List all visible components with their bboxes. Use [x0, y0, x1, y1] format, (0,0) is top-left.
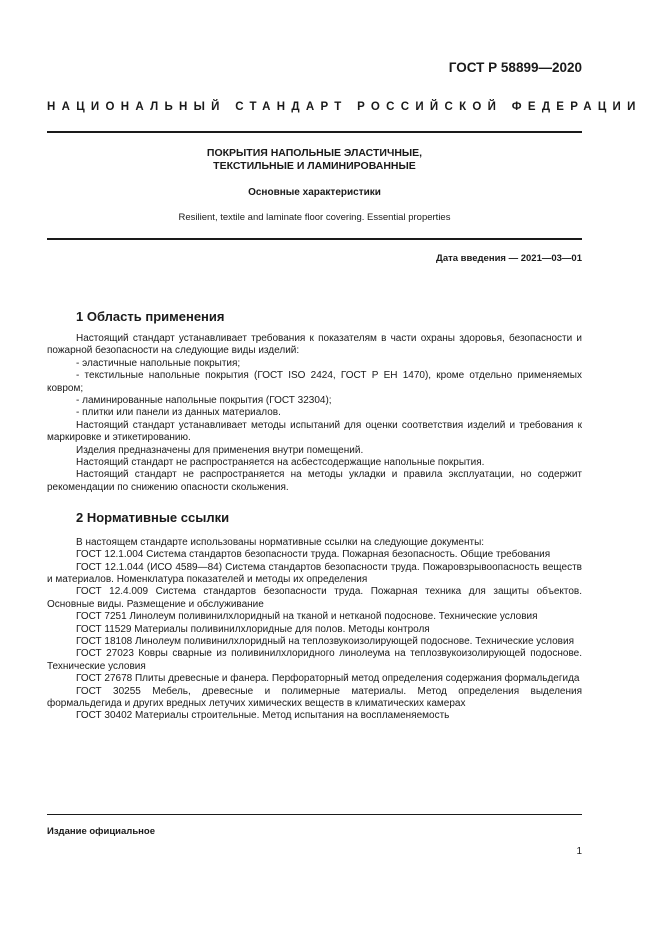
national-standard-heading: НАЦИОНАЛЬНЫЙ СТАНДАРТ РОССИЙСКОЙ ФЕДЕРАЦИИ [47, 101, 642, 113]
reference-item: ГОСТ 12.1.004 Система стандартов безопасности труда. Пожарная безопасность. Общие требования [76, 549, 551, 561]
introduction-date: Дата введения — 2021—03—01 [436, 253, 582, 264]
reference-item: ГОСТ 30255 Мебель, древесные и полимерные материалы. Метод определения выделения формальдегида и других вредных летучих химических веществ в климатических камерах [47, 685, 582, 709]
header-rule [47, 131, 582, 133]
reference-item: ГОСТ 11529 Материалы поливинилхлоридные для полов. Методы контроля [76, 623, 430, 635]
title-rule [47, 238, 582, 240]
list-item: - текстильные напольные покрытия (ГОСТ ISO 2424, ГОСТ Р ЕН 1470), кроме отдельно применяемых ковром; [47, 370, 582, 394]
title-line-2: ТЕКСТИЛЬНЫЕ И ЛАМИНИРОВАННЫЕ [213, 160, 416, 172]
reference-item: ГОСТ 27678 Плиты древесные и фанера. Перфораторный метод определения содержания формальдегида [76, 673, 580, 685]
section-1-p3: Изделия предназначены для применения внутри помещений. [76, 444, 364, 456]
section-1-p2: Настоящий стандарт устанавливает методы испытаний для оценки соответствия изделий и требования к маркировке и этикетированию. [47, 419, 582, 444]
reference-item: ГОСТ 12.4.009 Система стандартов безопасности труда. Пожарная техника для защиты объектов. Основные виды. Размещение и обслуживание [47, 586, 582, 610]
section-1-heading: 1 Область применения [76, 309, 225, 324]
document-title [47, 147, 582, 173]
page-number: 1 [576, 846, 582, 857]
reference-item: ГОСТ 30402 Материалы строительные. Метод испытания на воспламеняемость [76, 710, 450, 722]
section-1-body [47, 333, 582, 723]
section-1-p4: Настоящий стандарт не распространяется на асбестсодержащие напольные покрытия. [76, 457, 485, 469]
section-2-intro: В настоящем стандарте использованы нормативные ссылки на следующие документы: [76, 536, 485, 548]
english-title: Resilient, textile and laminate floor covering. Essential properties [178, 212, 451, 223]
footer-rule [47, 814, 582, 815]
section-2-heading: 2 Нормативные ссылки [76, 510, 230, 526]
edition-label: Издание официальное [47, 826, 155, 837]
reference-item: ГОСТ 18108 Линолеум поливинилхлоридный на теплозвукоизолирующей подоснове. Технические условия [76, 635, 574, 647]
reference-item: ГОСТ 27023 Ковры сварные из поливинилхлоридного линолеума на теплозвукоизолирующей подоснове. Технические условия [47, 648, 582, 672]
list-item: - эластичные напольные покрытия; [76, 357, 241, 369]
section-1-p5: Настоящий стандарт не распространяется на методы укладки и правила эксплуатации, но содержит рекомендации по снижению опасности скольжения. [47, 469, 582, 493]
list-item: - плитки или панели из данных материалов. [76, 407, 281, 419]
section-1-p1-text: Настоящий стандарт устанавливает требования к показателям в части охраны здоровья, безопасности и пожарной безопасности на следующие виды изделий: [47, 333, 582, 357]
document-subtitle: Основные характеристики [248, 187, 381, 198]
reference-item: ГОСТ 12.1.044 (ИСО 4589—84) Система стандартов безопасности труда. Пожаровзрывоопасность веществ и материалов. Номенклатура показателей и методы их определения [47, 561, 582, 585]
reference-item: ГОСТ 7251 Линолеум поливинилхлоридный на тканой и нетканой подоснове. Технические условия [76, 611, 538, 623]
list-item: - ламинированные напольные покрытия (ГОСТ 32304); [76, 395, 332, 407]
document-code: ГОСТ Р 58899—2020 [448, 60, 582, 75]
title-line-1: ПОКРЫТИЯ НАПОЛЬНЫЕ ЭЛАСТИЧНЫЕ, [206, 147, 423, 159]
